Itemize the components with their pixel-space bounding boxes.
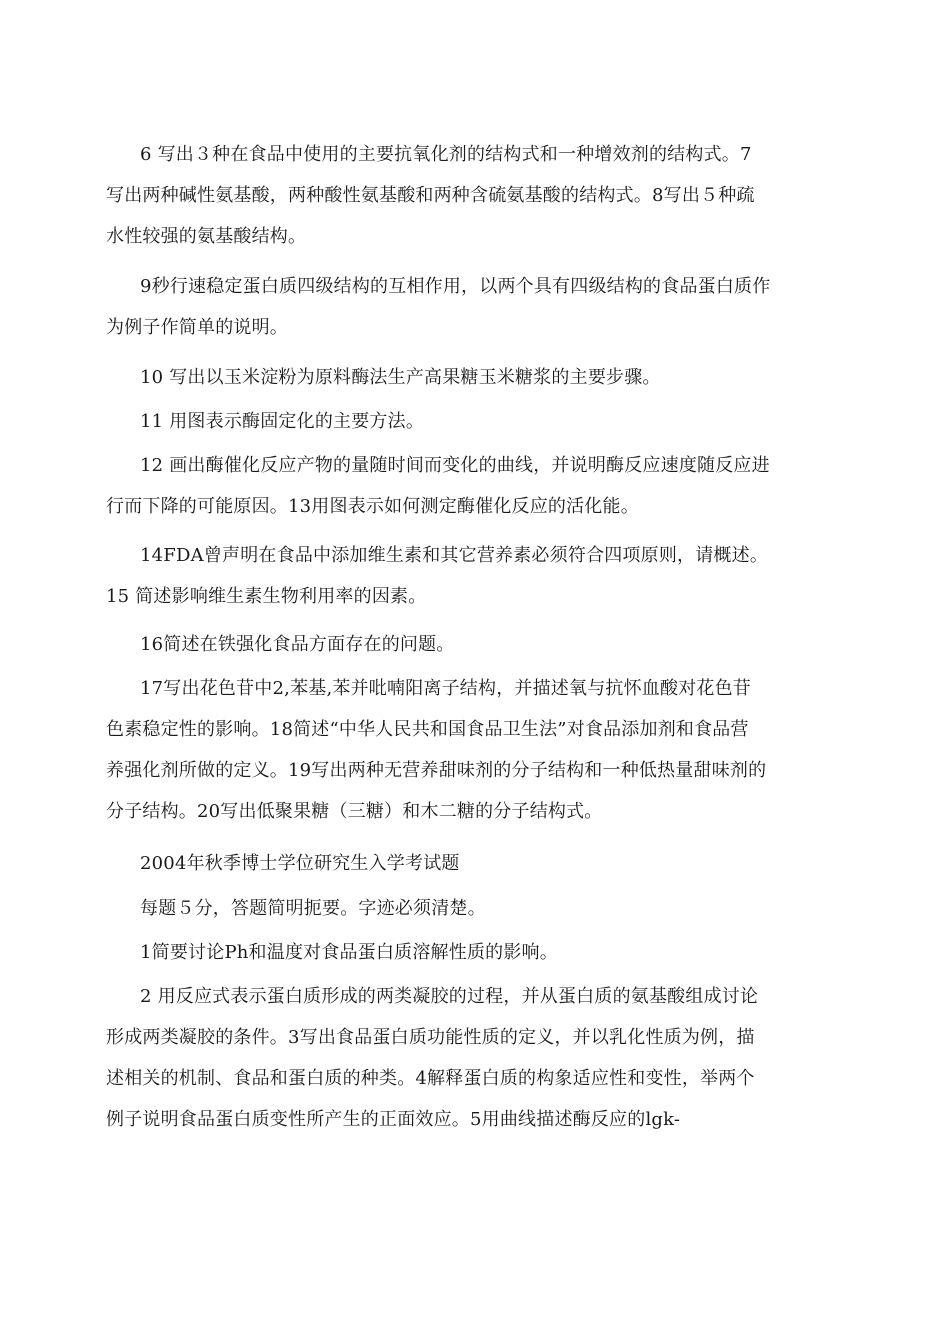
question-10 xyxy=(106,357,846,398)
question-9 xyxy=(106,266,846,348)
text-line: 写出两种碱性氨基酸，两种酸性氨基酸和两种含硫氨基酸的结构式。8写出５种疏 xyxy=(106,185,755,206)
text-line: 为例子作简单的说明。 xyxy=(106,317,288,338)
question-14-15 xyxy=(106,535,846,617)
text-line: 12 画出酶催化反应产物的量随时间而变化的曲线，并说明酶反应速度随反应进 xyxy=(140,455,770,476)
text-line: 14FDA曾声明在食品中添加维生素和其它营养素必须符合四项原则，请概述。 xyxy=(140,545,769,566)
question-6-8 xyxy=(106,134,846,257)
text-line: 15 简述影响维生素生物利用率的因素。 xyxy=(106,586,427,607)
question-17-20 xyxy=(106,668,846,832)
question-12-13 xyxy=(106,445,846,527)
text-line: 例子说明食品蛋白质变性所产生的正面效应。5用曲线描述酶反应的lgk- xyxy=(106,1109,681,1130)
text-line: 形成两类凝胶的条件。3写出食品蛋白质功能性质的定义，并以乳化性质为例，描 xyxy=(106,1027,755,1048)
text-line: 1简要讨论Ph和温度对食品蛋白质溶解性质的影响。 xyxy=(140,942,558,963)
text-line: 色素稳定性的影响。18简述“中华人民共和国食品卫生法”对食品添加剂和食品营 xyxy=(106,719,749,740)
text-line: 水性较强的氨基酸结构。 xyxy=(106,226,307,247)
text-line: 分子结构。20写出低聚果糖（三糖）和木二糖的分子结构式。 xyxy=(106,801,603,822)
exam-instructions xyxy=(106,888,846,929)
exam-title xyxy=(106,843,846,884)
text-line: 10 写出以玉米淀粉为原料酶法生产高果糖玉米糖浆的主要步骤。 xyxy=(140,367,661,388)
text-line: 2004年秋季博士学位研究生入学考试题 xyxy=(140,853,460,874)
text-line: 9秒行速稳定蛋白质四级结构的互相作用，以两个具有四级结构的食品蛋白质作 xyxy=(140,276,771,297)
text-line: 11 用图表示酶固定化的主要方法。 xyxy=(140,411,425,432)
text-line: 16简述在铁强化食品方面存在的问题。 xyxy=(140,634,455,655)
text-line: 述相关的机制、食品和蛋白质的种类。4解释蛋白质的构象适应性和变性，举两个 xyxy=(106,1068,755,1089)
question-16 xyxy=(106,624,846,665)
text-line: 每题５分，答题简明扼要。字迹必须清楚。 xyxy=(140,898,486,919)
text-line: 6 写出３种在食品中使用的主要抗氧化剂的结构式和一种增效剂的结构式。7 xyxy=(140,144,752,165)
text-line: 2 用反应式表示蛋白质形成的两类凝胶的过程，并从蛋白质的氨基酸组成讨论 xyxy=(140,986,759,1007)
text-line: 养强化剂所做的定义。19写出两种无营养甜味剂的分子结构和一种低热量甜味剂的 xyxy=(106,760,767,781)
text-line: 17写出花色苷中2,苯基,苯并吡喃阳离子结构，并描述氧与抗怀血酸对花色苷 xyxy=(140,678,751,699)
question-11 xyxy=(106,401,846,442)
text-line: 行而下降的可能原因。13用图表示如何测定酶催化反应的活化能。 xyxy=(106,496,639,517)
question-1 xyxy=(106,932,846,973)
question-2-5 xyxy=(106,976,846,1140)
